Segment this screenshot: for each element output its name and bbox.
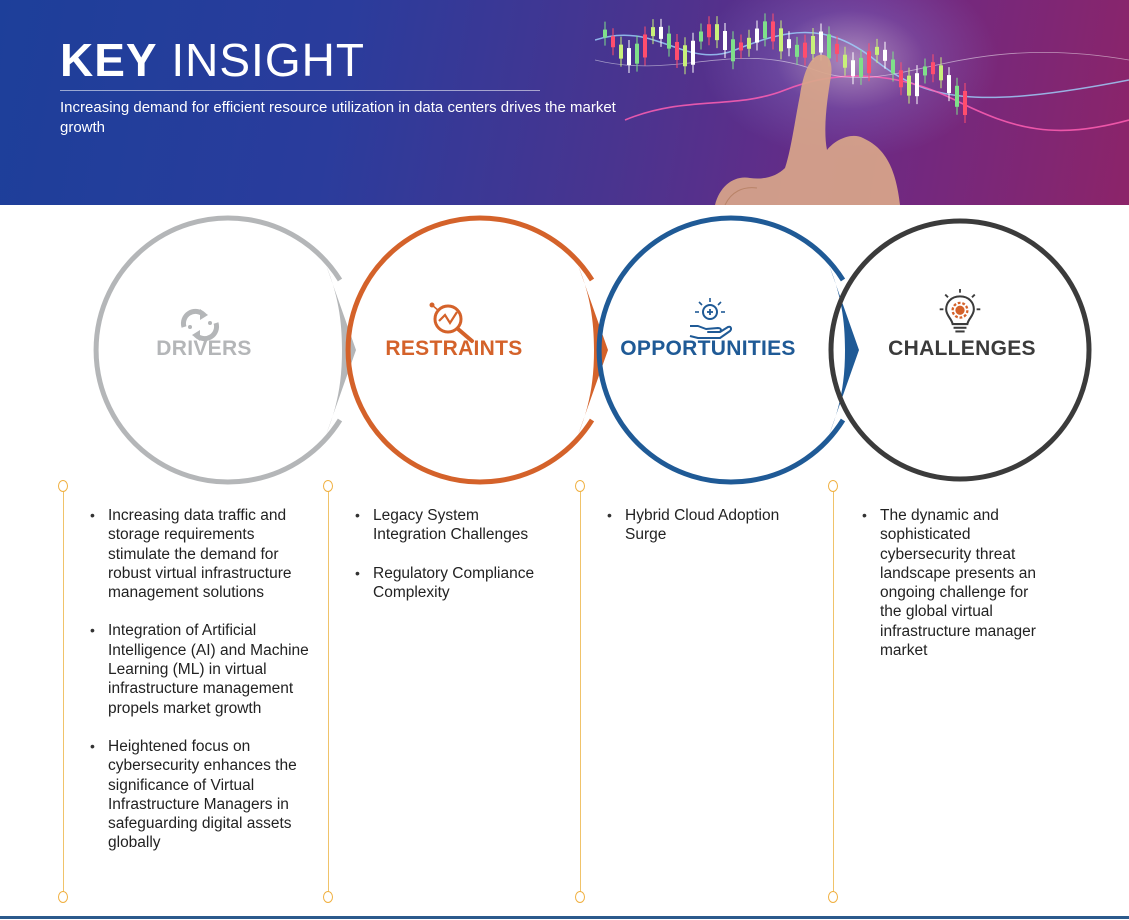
candle-body bbox=[875, 47, 879, 55]
challenges-guide-dot-top bbox=[828, 480, 838, 492]
restraints-guide-dot-top bbox=[323, 480, 333, 492]
opportunities-guide-line bbox=[580, 489, 581, 897]
drivers-bullet: • Increasing data traffic and storage requirements stimulate the demand for robust virtual infrastructure management solutions bbox=[108, 506, 313, 602]
stock-chart-hand-illustration bbox=[595, 0, 1129, 205]
candle-body bbox=[795, 45, 799, 57]
opportunities-guide-dot-bottom bbox=[575, 891, 585, 903]
key-insight-banner bbox=[0, 0, 1129, 205]
challenges-guide-dot-bottom bbox=[828, 891, 838, 903]
candle-body bbox=[899, 70, 903, 87]
candle-body bbox=[691, 41, 695, 65]
candle-body bbox=[779, 28, 783, 51]
candle-body bbox=[635, 44, 639, 64]
candle-body bbox=[787, 39, 791, 48]
candle-body bbox=[699, 32, 703, 42]
restraints-guide-dot-bottom bbox=[323, 891, 333, 903]
candle-body bbox=[843, 55, 847, 68]
candle-body bbox=[747, 38, 751, 49]
drivers-label: DRIVERS bbox=[156, 337, 252, 360]
page-title bbox=[60, 34, 365, 86]
candle-body bbox=[731, 39, 735, 61]
opportunities-bullet-list bbox=[625, 506, 815, 564]
drivers-guide-dot-bottom bbox=[58, 891, 68, 903]
candle-body bbox=[755, 29, 759, 43]
candle-body bbox=[651, 27, 655, 36]
candle-body bbox=[763, 21, 767, 38]
drivers-guide-line bbox=[63, 489, 64, 897]
candle-body bbox=[723, 31, 727, 50]
candle-body bbox=[667, 34, 671, 49]
candle-body bbox=[907, 76, 911, 96]
challenges-bullet-list bbox=[880, 506, 1050, 679]
challenges-guide-line bbox=[833, 489, 834, 897]
candle-body bbox=[891, 60, 895, 74]
candle-body bbox=[771, 21, 775, 41]
candle-body bbox=[611, 36, 615, 47]
candle-body bbox=[835, 44, 839, 54]
opportunities-bullet: • Hybrid Cloud Adoption Surge bbox=[625, 506, 815, 545]
candle-body bbox=[963, 91, 967, 115]
drivers-bullet: • Integration of Artificial Intelligence (AI) and Machine Learning (ML) in virtual infrastructure management propels market growth bbox=[108, 621, 313, 717]
challenges-bullet: • The dynamic and sophisticated cybersecurity threat landscape presents an ongoing challenge for the global virtual infrastructure manager market bbox=[880, 506, 1050, 660]
candle-body bbox=[659, 27, 663, 39]
title-divider bbox=[60, 90, 540, 91]
candle-body bbox=[915, 73, 919, 96]
candle-body bbox=[827, 34, 831, 58]
candle-body bbox=[715, 24, 719, 40]
opportunities-label: OPPORTUNITIES bbox=[620, 337, 796, 360]
candle-body bbox=[851, 60, 855, 76]
candle-body bbox=[955, 86, 959, 107]
restraints-bullet: • Regulatory Compliance Complexity bbox=[373, 564, 551, 603]
candle-body bbox=[707, 24, 711, 37]
candle-body bbox=[819, 32, 823, 53]
candle-body bbox=[947, 75, 951, 93]
candle-body bbox=[883, 50, 887, 61]
candle-body bbox=[931, 62, 935, 74]
drivers-guide-dot-top bbox=[58, 480, 68, 492]
hand-idea-icon bbox=[686, 295, 734, 343]
candle-body bbox=[627, 48, 631, 65]
candle-body bbox=[739, 42, 743, 50]
restraints-guide-line bbox=[328, 489, 329, 897]
insight-diagram bbox=[0, 205, 1129, 920]
challenges-label: CHALLENGES bbox=[888, 337, 1036, 360]
candle-body bbox=[923, 66, 927, 75]
candle-body bbox=[643, 34, 647, 57]
candle-body bbox=[675, 42, 679, 60]
title-light: INSIGHT bbox=[171, 34, 365, 86]
candle-body bbox=[803, 43, 807, 58]
candle-body bbox=[867, 51, 871, 73]
drivers-bullet: • Heightened focus on cybersecurity enhances the significance of Virtual Infrastructure Managers in safeguarding digital assets globally bbox=[108, 737, 313, 853]
candle-body bbox=[603, 30, 607, 38]
restraints-label: RESTRAINTS bbox=[385, 337, 523, 360]
restraints-bullet-list bbox=[373, 506, 551, 621]
bottom-divider bbox=[0, 916, 1129, 919]
lightbulb-gear-icon bbox=[936, 289, 984, 337]
drivers-bullet-list bbox=[108, 506, 313, 872]
candle-body bbox=[939, 65, 943, 80]
candle-body bbox=[859, 58, 863, 77]
candle-body bbox=[811, 36, 815, 54]
page-subtitle: Increasing demand for efficient resource utilization in data centers drives the market growth bbox=[60, 99, 616, 136]
candle-body bbox=[619, 45, 623, 59]
title-bold: KEY bbox=[60, 34, 158, 86]
opportunities-guide-dot-top bbox=[575, 480, 585, 492]
candle-body bbox=[683, 45, 687, 66]
restraints-bullet: • Legacy System Integration Challenges bbox=[373, 506, 551, 545]
